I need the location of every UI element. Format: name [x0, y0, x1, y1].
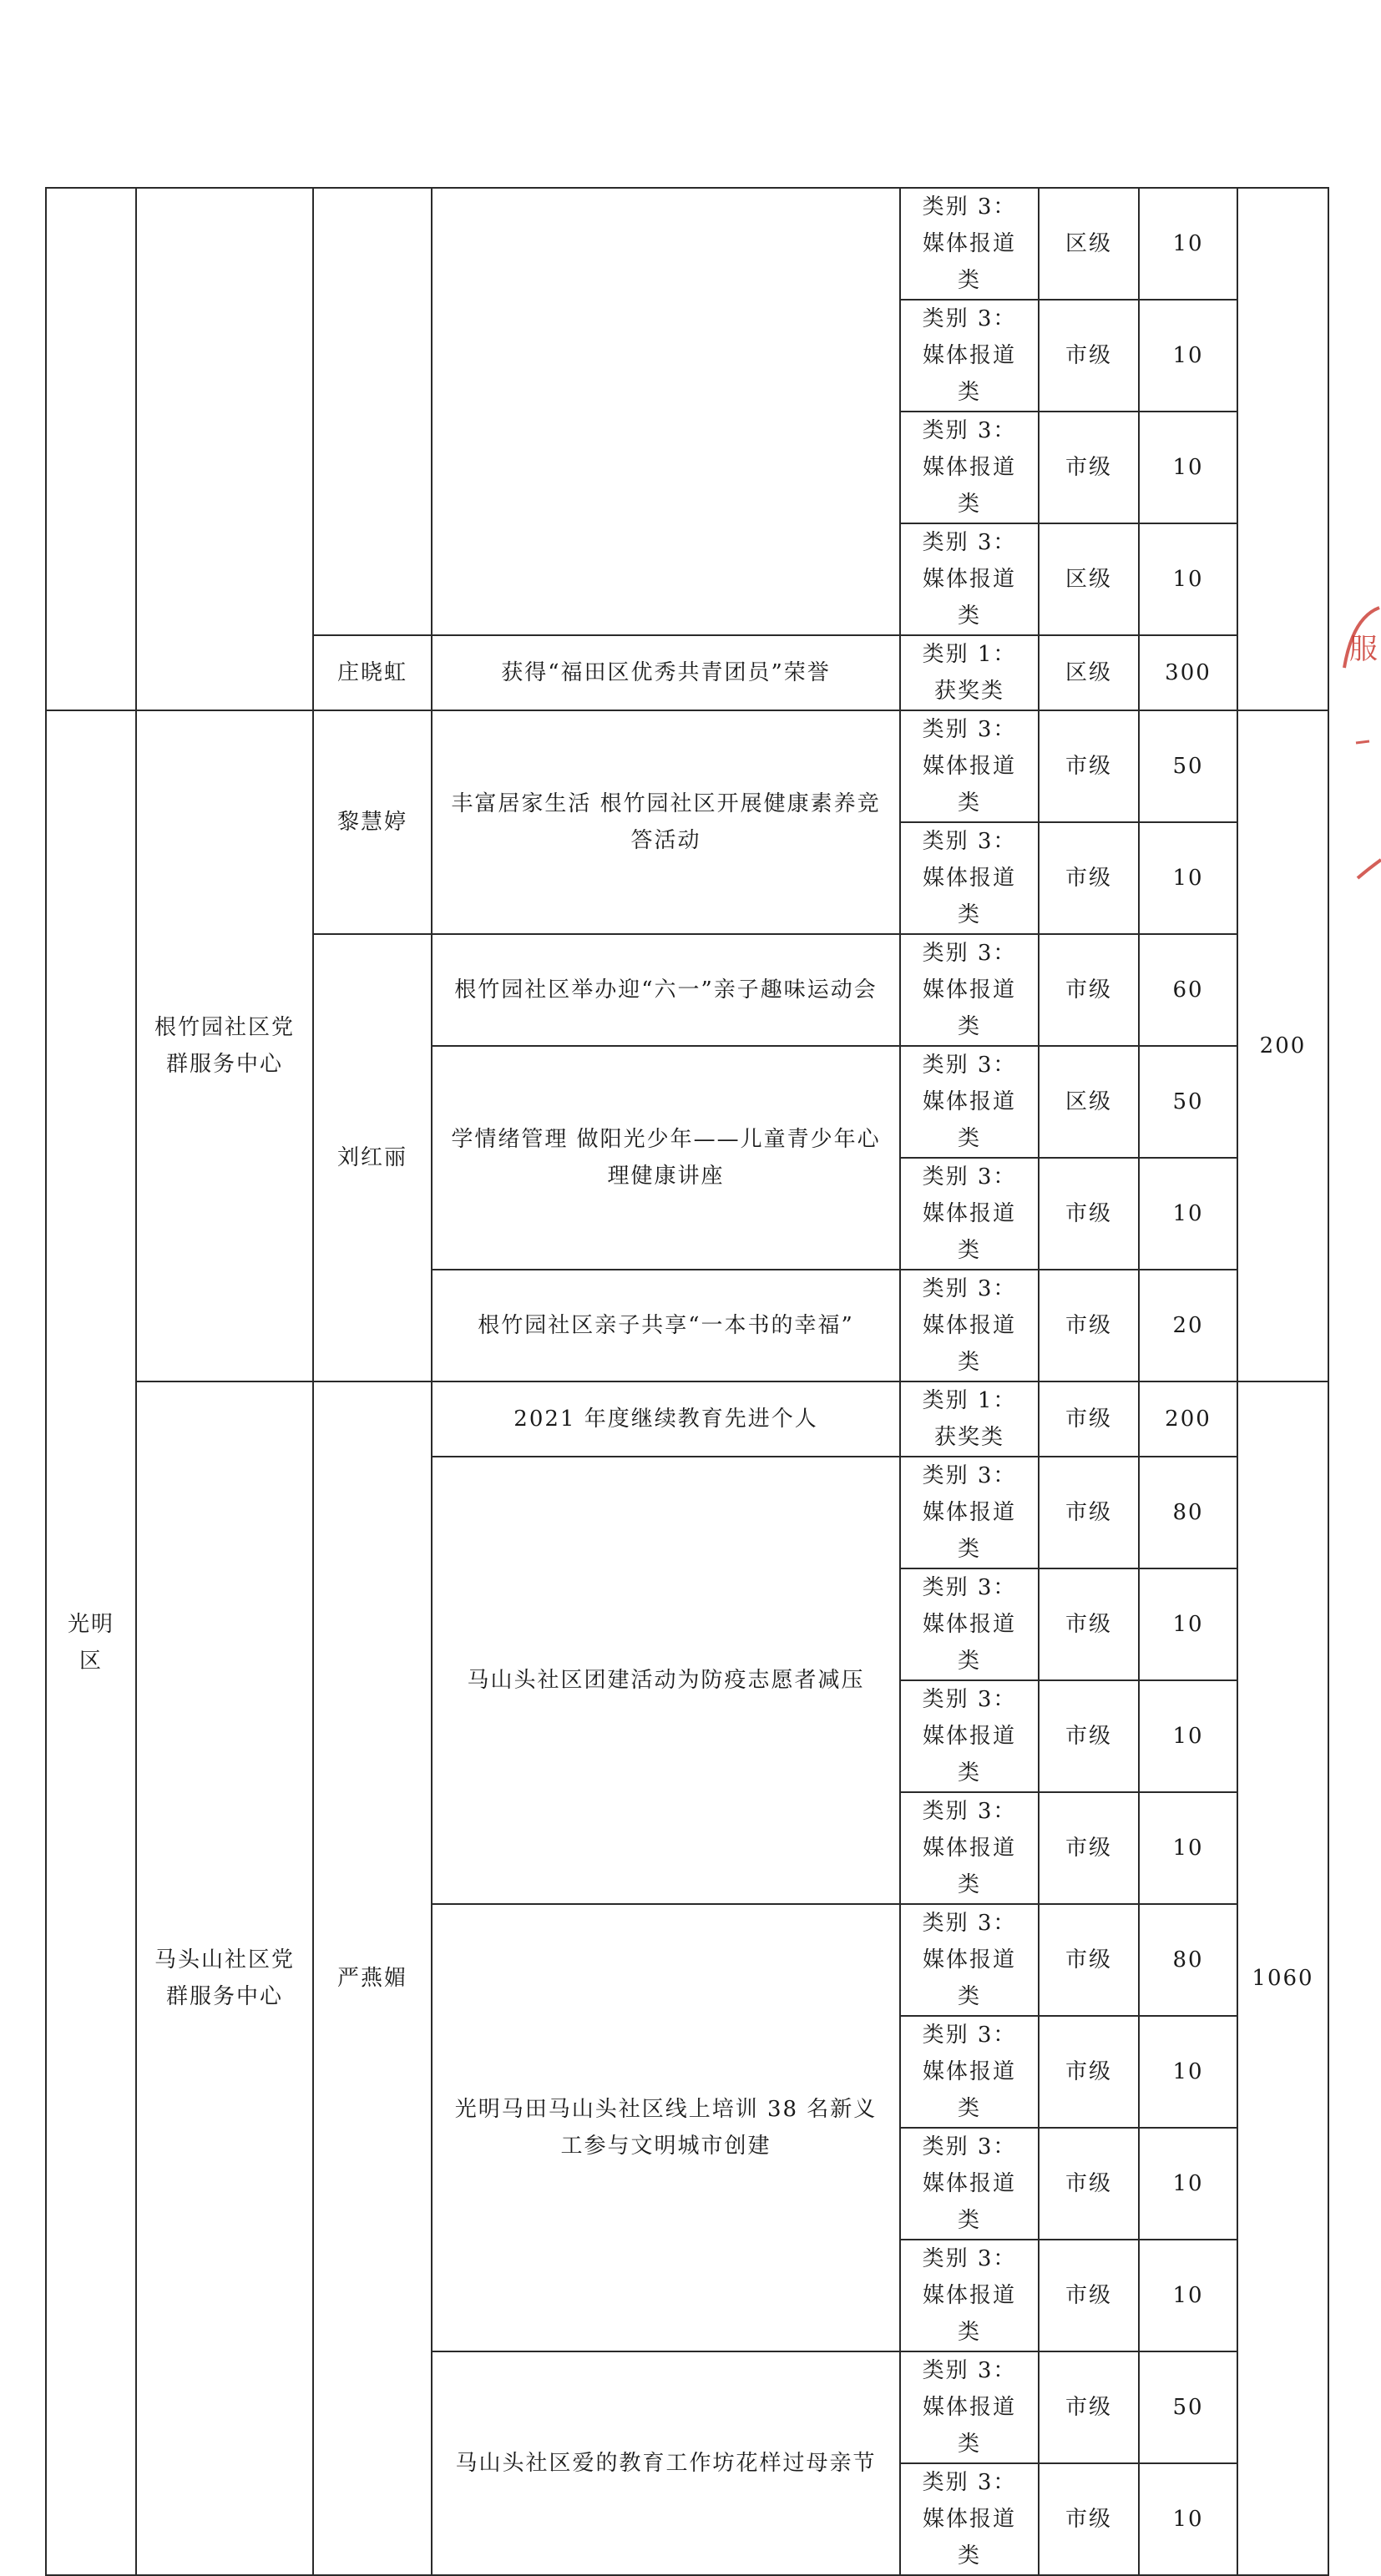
score-cell: 60 — [1139, 934, 1237, 1046]
level-cell: 市级 — [1039, 1270, 1139, 1381]
score-cell: 10 — [1139, 2240, 1237, 2351]
unit-cell: 根竹园社区党群服务中心 — [136, 710, 313, 1381]
score-cell: 10 — [1139, 1568, 1237, 1680]
score-cell: 50 — [1139, 710, 1237, 822]
unit-cell: 马头山社区党群服务中心 — [136, 1381, 313, 2575]
level-cell: 市级 — [1039, 300, 1139, 412]
category-cell: 类别 1：获奖类 — [900, 635, 1039, 710]
category-cell: 类别 3：媒体报道类 — [900, 1904, 1039, 2016]
category-cell: 类别 3：媒体报道类 — [900, 412, 1039, 523]
level-cell: 市级 — [1039, 2463, 1139, 2575]
category-cell: 类别 3：媒体报道类 — [900, 2128, 1039, 2240]
category-cell: 类别 3：媒体报道类 — [900, 523, 1039, 635]
category-cell: 类别 3：媒体报道类 — [900, 188, 1039, 300]
category-cell: 类别 3：媒体报道类 — [900, 934, 1039, 1046]
score-cell: 10 — [1139, 300, 1237, 412]
category-cell: 类别 3：媒体报道类 — [900, 1270, 1039, 1381]
level-cell: 区级 — [1039, 1046, 1139, 1158]
category-cell: 类别 3：媒体报道类 — [900, 2016, 1039, 2128]
item-cell: 获得“福田区优秀共青团员”荣誉 — [432, 635, 900, 710]
level-cell: 市级 — [1039, 2351, 1139, 2463]
score-cell: 10 — [1139, 523, 1237, 635]
person-cell: 严燕媚 — [313, 1381, 432, 2575]
table-row — [46, 188, 1328, 300]
person-cell: 黎慧婷 — [313, 710, 432, 934]
score-table — [45, 187, 1329, 2576]
person-cell-continued — [313, 188, 432, 635]
score-cell: 10 — [1139, 822, 1237, 934]
item-cell-continued — [432, 188, 900, 635]
item-cell: 马山头社区团建活动为防疫志愿者减压 — [432, 1457, 900, 1904]
score-cell: 20 — [1139, 1270, 1237, 1381]
seal-tick — [1356, 741, 1369, 743]
category-cell: 类别 3：媒体报道类 — [900, 1568, 1039, 1680]
score-cell: 200 — [1139, 1381, 1237, 1457]
category-cell: 类别 3：媒体报道类 — [900, 2463, 1039, 2575]
category-cell: 类别 3：媒体报道类 — [900, 1457, 1039, 1568]
score-cell: 10 — [1139, 2128, 1237, 2240]
category-cell: 类别 3：媒体报道类 — [900, 822, 1039, 934]
category-cell: 类别 3：媒体报道类 — [900, 710, 1039, 822]
level-cell: 区级 — [1039, 188, 1139, 300]
unit-cell-continued — [136, 188, 313, 710]
table-row — [46, 710, 1328, 822]
district-cell-continued — [46, 188, 136, 710]
score-cell: 10 — [1139, 1158, 1237, 1270]
item-cell: 马山头社区爱的教育工作坊花样过母亲节 — [432, 2351, 900, 2575]
score-cell: 10 — [1139, 2463, 1237, 2575]
score-cell: 80 — [1139, 1457, 1237, 1568]
level-cell: 市级 — [1039, 934, 1139, 1046]
total-cell-continued — [1237, 188, 1328, 710]
level-cell: 市级 — [1039, 1158, 1139, 1270]
item-cell: 根竹园社区亲子共享“一本书的幸福” — [432, 1270, 900, 1381]
score-cell: 10 — [1139, 412, 1237, 523]
category-cell: 类别 3：媒体报道类 — [900, 1158, 1039, 1270]
level-cell: 市级 — [1039, 1680, 1139, 1792]
level-cell: 区级 — [1039, 523, 1139, 635]
item-cell: 丰富居家生活 根竹园社区开展健康素养竞答活动 — [432, 710, 900, 934]
level-cell: 市级 — [1039, 710, 1139, 822]
level-cell: 市级 — [1039, 1792, 1139, 1904]
score-cell: 50 — [1139, 2351, 1237, 2463]
category-cell: 类别 3：媒体报道类 — [900, 300, 1039, 412]
level-cell: 市级 — [1039, 1381, 1139, 1457]
score-cell: 10 — [1139, 1680, 1237, 1792]
district-cell: 光明区 — [46, 710, 136, 2575]
category-cell: 类别 3：媒体报道类 — [900, 1046, 1039, 1158]
category-cell: 类别 3：媒体报道类 — [900, 2351, 1039, 2463]
seal-arc-bottom — [1358, 860, 1381, 878]
level-cell: 市级 — [1039, 2016, 1139, 2128]
category-cell: 类别 1：获奖类 — [900, 1381, 1039, 1457]
level-cell: 市级 — [1039, 822, 1139, 934]
score-cell: 10 — [1139, 188, 1237, 300]
level-cell: 市级 — [1039, 1457, 1139, 1568]
total-cell: 1060 — [1237, 1381, 1328, 2575]
level-cell: 市级 — [1039, 412, 1139, 523]
item-cell: 根竹园社区举办迎“六一”亲子趣味运动会 — [432, 934, 900, 1046]
item-cell: 2021 年度继续教育先进个人 — [432, 1381, 900, 1457]
category-cell: 类别 3：媒体报道类 — [900, 1792, 1039, 1904]
category-cell: 类别 3：媒体报道类 — [900, 2240, 1039, 2351]
person-cell: 刘红丽 — [313, 934, 432, 1381]
level-cell: 市级 — [1039, 1568, 1139, 1680]
score-cell: 10 — [1139, 1792, 1237, 1904]
level-cell: 市级 — [1039, 2128, 1139, 2240]
score-cell: 10 — [1139, 2016, 1237, 2128]
level-cell: 市级 — [1039, 2240, 1139, 2351]
person-cell: 庄晓虹 — [313, 635, 432, 710]
level-cell: 市级 — [1039, 1904, 1139, 2016]
level-cell: 区级 — [1039, 635, 1139, 710]
score-cell: 50 — [1139, 1046, 1237, 1158]
score-cell: 300 — [1139, 635, 1237, 710]
category-cell: 类别 3：媒体报道类 — [900, 1680, 1039, 1792]
seal-lettering: 服 — [1349, 633, 1378, 666]
total-cell: 200 — [1237, 710, 1328, 1381]
table-row — [46, 1381, 1328, 1457]
item-cell: 光明马田马山头社区线上培训 38 名新义工参与文明城市创建 — [432, 1904, 900, 2351]
item-cell: 学情绪管理 做阳光少年——儿童青少年心理健康讲座 — [432, 1046, 900, 1270]
score-cell: 80 — [1139, 1904, 1237, 2016]
